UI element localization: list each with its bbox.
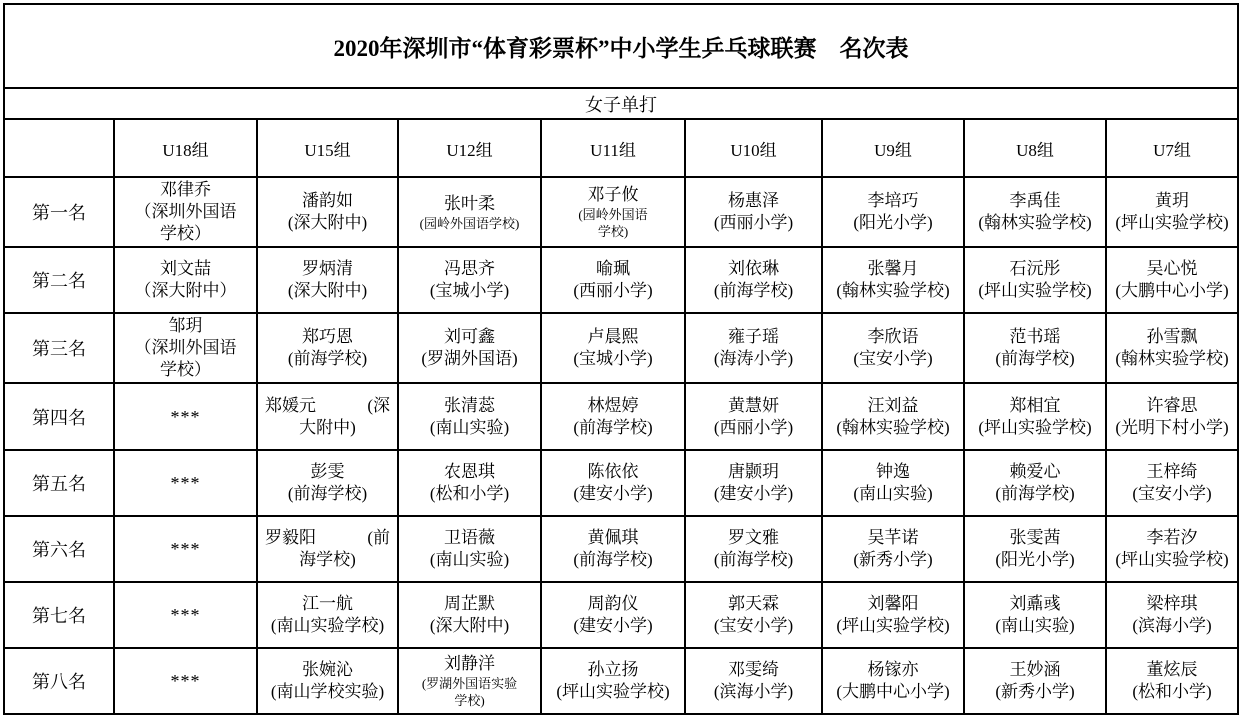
result-cell: [541, 247, 685, 313]
cell-line: (前海学校): [287, 349, 368, 369]
cell-line: (翰林实验学校): [836, 417, 950, 437]
result-cell: [257, 313, 398, 383]
result-cell: [541, 516, 685, 582]
column-header: U9组: [822, 119, 964, 177]
result-cell: [398, 247, 541, 313]
header-row: [4, 119, 1238, 177]
rank-cell: 第三名: [4, 313, 114, 383]
cell-line: （深圳外国语: [134, 202, 237, 222]
result-cell: [541, 313, 685, 383]
result-cell: [114, 177, 257, 247]
cell-line: 吴芊诺: [867, 527, 919, 547]
cell-line: (深大附中): [429, 615, 510, 635]
cell-line: 周韵仪: [587, 593, 639, 613]
result-cell: [822, 450, 964, 516]
cell-line: (松和小学): [429, 483, 510, 503]
table-row: [4, 516, 1238, 582]
result-cell: [257, 648, 398, 714]
cell-line: (坪山实验学校): [836, 615, 950, 635]
cell-line: (南山实验): [995, 615, 1075, 635]
cell-line: 张叶柔: [444, 193, 495, 213]
table-row: [4, 450, 1238, 516]
result-cell: [822, 383, 964, 449]
cell-line: (宝安小学): [1132, 483, 1212, 503]
cell-line: (宝城小学): [429, 281, 510, 301]
result-cell: [685, 582, 822, 648]
result-cell: [398, 582, 541, 648]
cell-line: (松和小学): [1132, 681, 1212, 701]
cell-line: 雍子瑶: [728, 327, 779, 347]
cell-line: 刘依琳: [728, 259, 779, 279]
corner-cell: [4, 119, 114, 177]
cell-line: （深圳外国语: [134, 338, 237, 358]
result-cell: [257, 450, 398, 516]
cell-line: (南山实验): [429, 549, 510, 569]
cell-line: (宝城小学): [573, 349, 653, 369]
cell-line: 邓雯绮: [728, 659, 779, 679]
result-cell: [1106, 450, 1238, 516]
cell-line: 杨惠泽: [728, 191, 779, 211]
cell-line: 彭雯: [310, 461, 345, 481]
cell-line: (新秀小学): [995, 681, 1075, 701]
cell-line: 李禹佳: [1009, 191, 1061, 211]
cell-line-split: [260, 395, 395, 417]
rank-cell: 第七名: [4, 582, 114, 648]
rank-cell: 第五名: [4, 450, 114, 516]
cell-line: 李培巧: [867, 191, 919, 211]
cell-line: 刘鼒彧: [1009, 593, 1061, 613]
result-cell: [685, 177, 822, 247]
cell-line: 学校): [597, 224, 629, 240]
result-cell: [685, 516, 822, 582]
cell-line: （深大附中）: [134, 281, 237, 301]
rank-cell: 第六名: [4, 516, 114, 582]
cell-line: 邓子攸: [587, 185, 639, 205]
table-row: [4, 582, 1238, 648]
result-cell: [1106, 582, 1238, 648]
cell-line: 孙雪飘: [1146, 327, 1198, 347]
result-cell: [541, 177, 685, 247]
school-fragment: (深: [367, 395, 390, 415]
cell-line: 邓律乔: [160, 180, 211, 200]
result-cell: [114, 582, 257, 648]
result-cell: [257, 177, 398, 247]
result-cell: [114, 450, 257, 516]
results-table: [3, 3, 1239, 715]
result-cell: [541, 450, 685, 516]
result-cell: [114, 648, 257, 714]
cell-line: (建安小学): [573, 615, 653, 635]
column-header: U11组: [541, 119, 685, 177]
result-cell: [964, 383, 1106, 449]
table-row: [4, 247, 1238, 313]
cell-line: 刘文喆: [160, 259, 211, 279]
result-cell: [114, 516, 257, 582]
cell-line: 刘可鑫: [444, 327, 495, 347]
event-subtitle: 女子单打: [4, 88, 1238, 119]
result-cell: [1106, 516, 1238, 582]
cell-line: 郑巧恩: [302, 327, 353, 347]
cell-line: (翰林实验学校): [836, 281, 950, 301]
result-cell: [822, 247, 964, 313]
page-title: 2020年深圳市“体育彩票杯”中小学生乒乓球联赛 名次表: [4, 4, 1238, 88]
cell-line: 江一航: [302, 593, 353, 613]
cell-line: 张清蕊: [444, 395, 495, 415]
result-cell: [685, 383, 822, 449]
result-cell: [398, 648, 541, 714]
cell-line: 王妙涵: [1009, 659, 1061, 679]
cell-line: (南山学校实验): [270, 681, 385, 701]
cell-line: 学校）: [160, 360, 211, 380]
cell-line: 梁梓琪: [1146, 593, 1198, 613]
player-name: 罗毅阳: [265, 527, 316, 547]
cell-line: 卫语薇: [444, 527, 495, 547]
result-cell: [1106, 383, 1238, 449]
cell-line: (前海学校): [713, 281, 794, 301]
result-cell: [541, 582, 685, 648]
cell-line: (大鹏中心小学): [836, 681, 950, 701]
result-cell: [822, 177, 964, 247]
result-cell: [398, 516, 541, 582]
cell-line: (西丽小学): [713, 213, 794, 233]
cell-line: 郑相宜: [1009, 395, 1061, 415]
cell-line: 吴心悦: [1146, 259, 1198, 279]
cell-line: 张雯茜: [1009, 527, 1061, 547]
result-cell: [964, 247, 1106, 313]
result-cell: [1106, 648, 1238, 714]
cell-line: 郭天霖: [728, 593, 779, 613]
table-row: [4, 313, 1238, 383]
column-header: U18组: [114, 119, 257, 177]
rank-cell: 第四名: [4, 383, 114, 449]
placeholder-stars: ***: [170, 670, 201, 691]
result-cell: [964, 313, 1106, 383]
cell-line: (滨海小学): [1132, 615, 1212, 635]
cell-line: (前海学校): [713, 549, 794, 569]
cell-line: 农恩琪: [444, 461, 495, 481]
cell-line: 卢晨熙: [587, 327, 639, 347]
result-cell: [822, 313, 964, 383]
cell-line: 罗炳清: [302, 259, 353, 279]
cell-line: (光明下村小学): [1115, 417, 1229, 437]
cell-line: 汪刘益: [867, 395, 919, 415]
result-cell: [964, 450, 1106, 516]
player-name: 郑媛元: [265, 395, 316, 415]
result-cell: [257, 582, 398, 648]
cell-line: 许睿思: [1146, 395, 1198, 415]
cell-line: (南山实验): [429, 417, 510, 437]
placeholder-stars: ***: [170, 604, 201, 625]
cell-line: 喻珮: [596, 259, 630, 279]
table-row: [4, 383, 1238, 449]
cell-line: 周芷默: [444, 593, 495, 613]
result-cell: [541, 383, 685, 449]
cell-line: (宝安小学): [713, 615, 794, 635]
result-cell: [822, 648, 964, 714]
result-cell: [822, 516, 964, 582]
title-row: [4, 4, 1238, 88]
results-tbody: [4, 4, 1238, 714]
result-cell: [964, 582, 1106, 648]
cell-line: 海学校): [299, 549, 356, 569]
cell-line: (南山实验学校): [270, 615, 385, 635]
cell-line: (建安小学): [713, 483, 794, 503]
cell-line: (滨海小学): [713, 681, 794, 701]
cell-line: 黄玥: [1155, 191, 1190, 211]
cell-line: (南山实验): [853, 483, 933, 503]
result-cell: [114, 313, 257, 383]
cell-line: (前海学校): [573, 549, 653, 569]
rank-cell: 第一名: [4, 177, 114, 247]
cell-line: (坪山实验学校): [1115, 213, 1229, 233]
school-fragment: (前: [367, 527, 390, 547]
cell-line: (深大附中): [287, 213, 368, 233]
cell-line: (园岭外国语: [578, 207, 648, 223]
cell-line: 邹玥: [168, 316, 203, 336]
cell-line: 潘韵如: [302, 191, 353, 211]
cell-line: (翰林实验学校): [1115, 349, 1229, 369]
result-cell: [964, 648, 1106, 714]
cell-line: (坪山实验学校): [556, 681, 670, 701]
cell-line: 石沅彤: [1009, 259, 1061, 279]
placeholder-stars: ***: [170, 406, 201, 427]
cell-line: 罗文雅: [728, 527, 779, 547]
result-cell: [398, 450, 541, 516]
result-cell: [685, 313, 822, 383]
cell-line: (罗湖外国语实验: [421, 675, 518, 691]
cell-line: (深大附中): [287, 281, 368, 301]
cell-line: (前海学校): [995, 349, 1075, 369]
result-cell: [541, 648, 685, 714]
cell-line: 大附中): [299, 417, 356, 437]
cell-line: 黄慧妍: [728, 395, 779, 415]
subtitle-row: [4, 88, 1238, 119]
placeholder-stars: ***: [170, 472, 201, 493]
cell-line: (罗湖外国语): [421, 349, 518, 369]
column-header: U8组: [964, 119, 1106, 177]
result-cell: [964, 516, 1106, 582]
cell-line: 李欣语: [867, 327, 919, 347]
cell-line: 张婉沁: [302, 659, 353, 679]
result-cell: [114, 383, 257, 449]
placeholder-stars: ***: [170, 538, 201, 559]
cell-line: 王梓绮: [1146, 461, 1198, 481]
table-row: [4, 648, 1238, 714]
cell-line-split: [260, 527, 395, 549]
cell-line: (坪山实验学校): [1115, 549, 1229, 569]
cell-line: 张馨月: [867, 259, 919, 279]
result-cell: [257, 516, 398, 582]
table-row: [4, 177, 1238, 247]
cell-line: (阳光小学): [853, 213, 933, 233]
column-header: U10组: [685, 119, 822, 177]
result-cell: [685, 450, 822, 516]
cell-line: (建安小学): [573, 483, 653, 503]
result-cell: [685, 648, 822, 714]
result-cell: [1106, 313, 1238, 383]
result-cell: [1106, 247, 1238, 313]
cell-line: 陈依依: [587, 461, 639, 481]
cell-line: 董炫辰: [1146, 659, 1198, 679]
column-header: U12组: [398, 119, 541, 177]
cell-line: 赖爱心: [1009, 461, 1061, 481]
cell-line: 钟逸: [876, 461, 910, 481]
cell-line: 孙立扬: [587, 659, 639, 679]
cell-line: 杨镓亦: [867, 659, 919, 679]
cell-line: (园岭外国语学校): [419, 215, 520, 231]
result-cell: [257, 247, 398, 313]
result-cell: [398, 313, 541, 383]
result-cell: [398, 177, 541, 247]
cell-line: 刘馨阳: [867, 593, 919, 613]
cell-line: (海涛小学): [713, 349, 794, 369]
cell-line: 学校）: [160, 224, 211, 244]
result-cell: [398, 383, 541, 449]
cell-line: (前海学校): [995, 483, 1075, 503]
rank-cell: 第二名: [4, 247, 114, 313]
cell-line: 冯思齐: [444, 259, 495, 279]
cell-line: 范书瑶: [1009, 327, 1061, 347]
cell-line: 黄佩琪: [587, 527, 639, 547]
cell-line: (坪山实验学校): [978, 417, 1092, 437]
cell-line: 李若汐: [1146, 527, 1198, 547]
result-cell: [964, 177, 1106, 247]
cell-line: (宝安小学): [853, 349, 933, 369]
result-cell: [257, 383, 398, 449]
rank-cell: 第八名: [4, 648, 114, 714]
cell-line: (前海学校): [573, 417, 653, 437]
cell-line: 唐颢玥: [728, 461, 779, 481]
cell-line: (西丽小学): [573, 281, 653, 301]
cell-line: (新秀小学): [853, 549, 933, 569]
cell-line: 刘静洋: [444, 653, 495, 673]
cell-line: (翰林实验学校): [978, 213, 1092, 233]
cell-line: (前海学校): [287, 483, 368, 503]
cell-line: 林煜婷: [587, 395, 639, 415]
result-cell: [114, 247, 257, 313]
cell-line: (坪山实验学校): [978, 281, 1092, 301]
column-header: U7组: [1106, 119, 1238, 177]
result-cell: [685, 247, 822, 313]
cell-line: (大鹏中心小学): [1115, 281, 1229, 301]
cell-line: (阳光小学): [995, 549, 1075, 569]
column-header: U15组: [257, 119, 398, 177]
cell-line: (西丽小学): [713, 417, 794, 437]
result-cell: [822, 582, 964, 648]
result-cell: [1106, 177, 1238, 247]
cell-line: 学校): [454, 692, 485, 708]
